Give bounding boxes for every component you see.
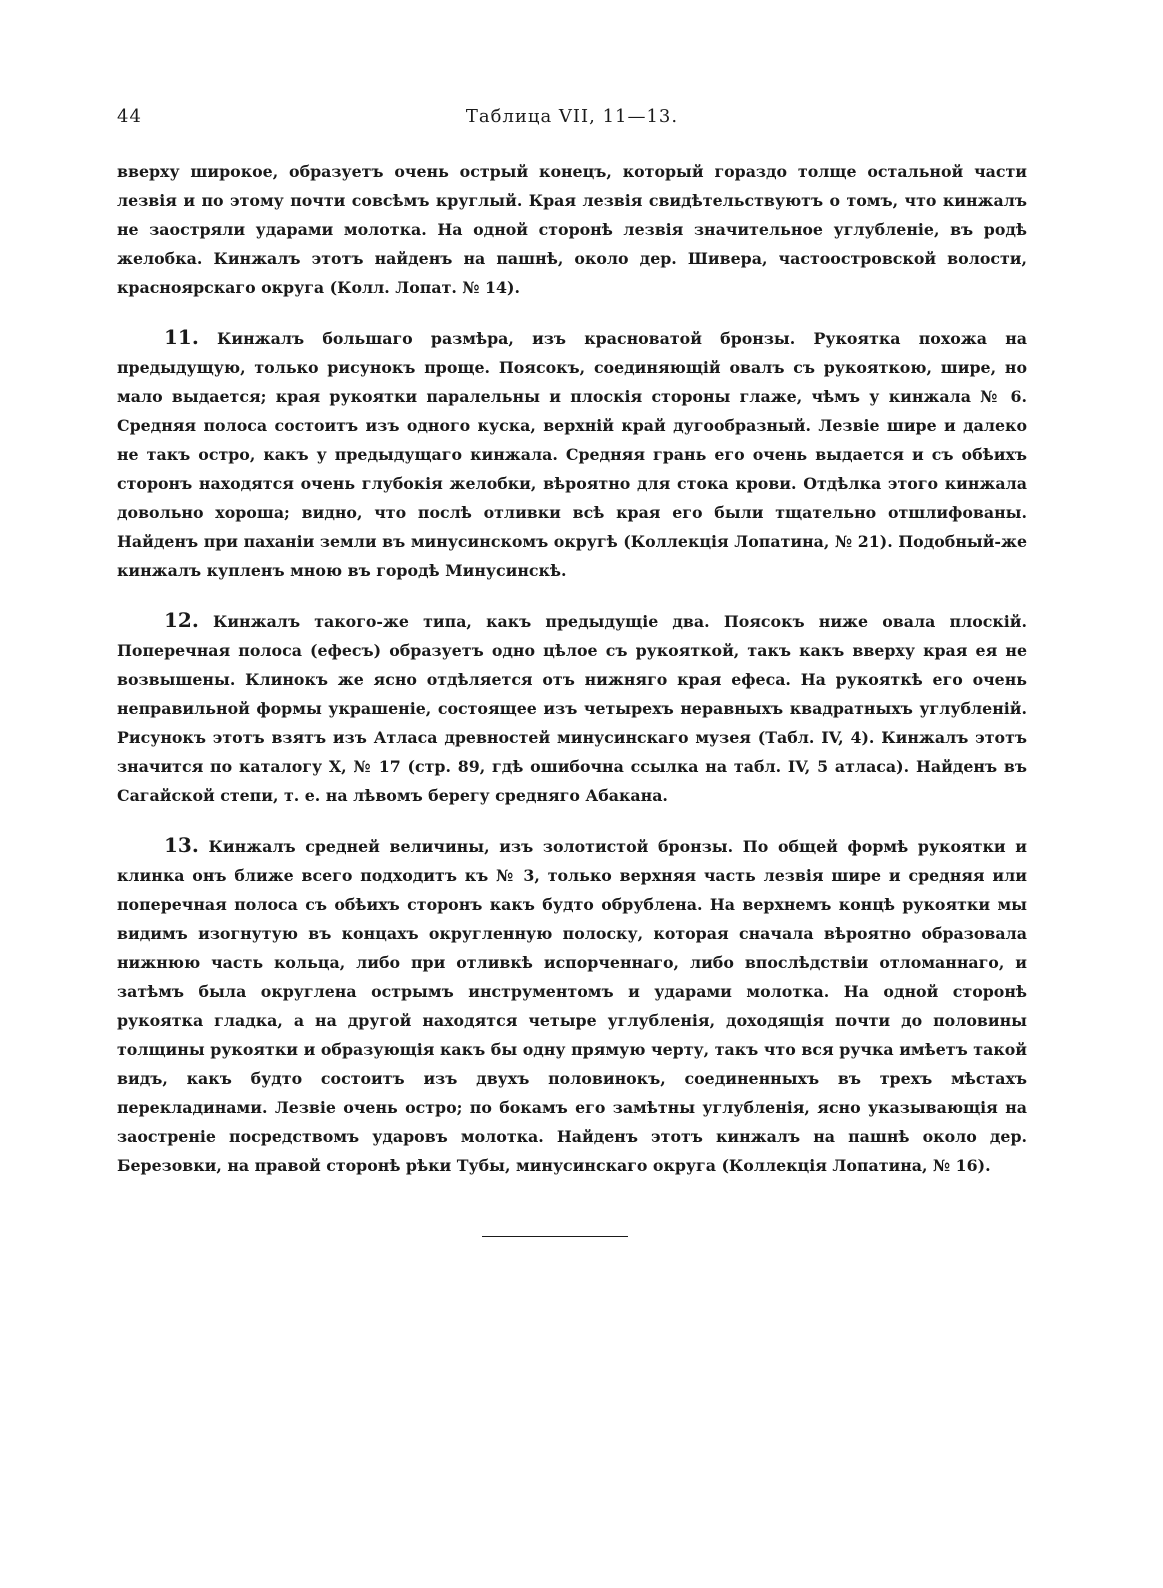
running-title: Таблица VII, 11—13. xyxy=(465,106,679,127)
entry-11 xyxy=(117,323,1027,585)
entry-number: 11. xyxy=(164,325,199,349)
entry-number: 13. xyxy=(164,833,199,857)
entry-13 xyxy=(117,831,1027,1180)
entry-12 xyxy=(117,606,1027,810)
section-end-rule xyxy=(482,1236,628,1237)
paragraph-text: Кинжалъ такого-же типа, какъ предыдущіе два. Поясокъ ниже овала плоскій. Поперечная полоса (ефесъ) образуетъ одно цѣлое съ рукояткой, такъ какъ вверху края ея не возвышены. Клинокъ же ясно отдѣляется отъ нижняго края ефеса. На рукояткѣ его очень неправильной формы украшеніе, состоящее изъ четырехъ неравныхъ квадратныхъ углубленій. Рисунокъ этотъ взятъ изъ Атласа древностей минусинскаго музея (Табл. IV, 4). Кинжалъ этотъ значится по каталогу X, № 17 (стр. 89, гдѣ ошибочна ссылка на табл. IV, 5 атласа). Найденъ въ Сагайской степи, т. е. на лѣвомъ берегу средняго Абакана. xyxy=(117,612,1027,805)
page-number: 44 xyxy=(117,106,142,127)
body-text xyxy=(117,157,1027,1180)
paragraph-text: Кинжалъ средней величины, изъ золотистой бронзы. По общей формѣ рукоятки и клинка онъ ближе всего подходитъ къ № 3, только верхняя часть лезвія шире и средняя или поперечная полоса съ обѣихъ сторонъ какъ будто обрублена. На верхнемъ концѣ рукоятки мы видимъ изогнутую въ концахъ округленную полоску, которая сначала вѣроятно образовала нижнюю часть кольца, либо при отливкѣ испорченнаго, либо впослѣдствіи отломаннаго, и затѣмъ была округлена острымъ инструментомъ и ударами молотка. На одной сторонѣ рукоятка гладка, а на другой находятся четыре углубленія, доходящія почти до половины толщины рукоятки и образующія какъ бы одну прямую черту, такъ что вся ручка имѣетъ такой видъ, какъ будто состоитъ изъ двухъ половинокъ, соединенныхъ въ трехъ мѣстахъ перекладинами. Лезвіе очень остро; по бокамъ его замѣтны углубленія, ясно указывающія на заостреніе посредствомъ ударовъ молотка. Найденъ этотъ кинжалъ на пашнѣ около дер. Березовки, на правой сторонѣ рѣки Тубы, минусинскаго округа (Коллекція Лопатина, № 16). xyxy=(117,837,1027,1175)
entry-number: 12. xyxy=(164,608,199,632)
running-head xyxy=(117,106,1027,136)
paragraph-text: вверху широкое, образуетъ очень острый конецъ, который гораздо толще остальной части лезвія и по этому почти совсѣмъ круглый. Края лезвія свидѣтельствуютъ о томъ, что кинжалъ не заостряли ударами молотка. На одной сторонѣ лезвія значительное углубленіе, въ родѣ желобка. Кинжалъ этотъ найденъ на пашнѣ, около дер. Шивера, частоостровской волости, красноярскаго округа (Колл. Лопат. № 14). xyxy=(117,162,1027,297)
paragraph-text: Кинжалъ большаго размѣра, изъ красноватой бронзы. Рукоятка похожа на предыдущую, только рисунокъ проще. Поясокъ, соединяющій овалъ съ рукояткою, шире, но мало выдается; края рукоятки паралельны и плоскія стороны глаже, чѣмъ у кинжала № 6. Средняя полоса состоитъ изъ одного куска, верхній край дугообразный. Лезвіе шире и далеко не такъ остро, какъ у предыдущаго кинжала. Средняя грань его очень выдается и съ обѣихъ сторонъ находятся очень глубокія желобки, вѣроятно для стока крови. Отдѣлка этого кинжала довольно хороша; видно, что послѣ отливки всѣ края его были тщательно отшлифованы. Найденъ при паханіи земли въ минусинскомъ округѣ (Коллекція Лопатина, № 21). Подобный-же кинжалъ купленъ мною въ городѣ Минусинскѣ. xyxy=(117,329,1028,580)
paragraph-continued xyxy=(117,157,1027,302)
